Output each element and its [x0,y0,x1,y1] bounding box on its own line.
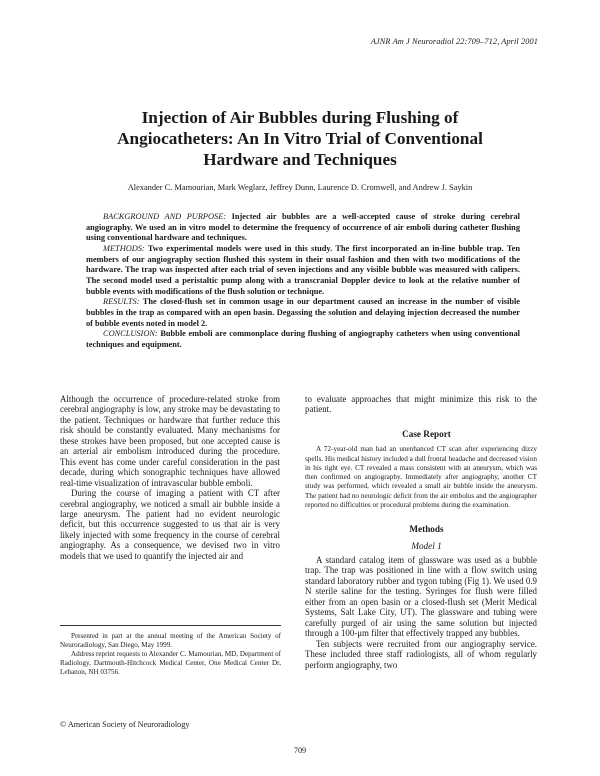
abstract-results-head: RESULTS: [103,297,140,307]
intro-paragraph-1: Although the occurrence of procedure-related stroke from cerebral angiography is low, any stroke may be devastating to the patient. Techniques or hardware that further reduce this risk should be constantly evaluated. Many mechanisms for these strokes have been proposed, but one accepted cause is an arterial air embolism introduced during the procedure. This event has come under careful consideration in the past decade, during which sonographic techniques have allowed real-time visualization of intravascular bubble emboli. [60,394,280,488]
footnotes [60,632,281,677]
model-1-heading: Model 1 [411,540,442,551]
page-number: 709 [293,746,307,755]
right-column [305,394,537,670]
abstract-conclusion-text: Bubble emboli are commonplace during flushing of angiography catheters when using conventional techniques and equipment. [86,329,520,349]
abstract-background-head: BACKGROUND AND PURPOSE: [103,212,227,221]
abstract-background [86,212,520,244]
case-report-paragraph: A 72-year-old man had an unenhanced CT scan after experiencing dizzy spells. His medical history included a dull frontal headache and decreased vision in his right eye. CT revealed a mass consistent with an aneurysm, which was then confirmed on angiography. Immediately after angiography, another CT study was performed, which revealed a small air bubble inside the aneurysm. The patient had no neurologic deficit from the air embolus and the angiographer reported no difficulties or procedural problems during the examination. [305,445,537,509]
abstract [86,212,520,351]
left-column [60,394,280,561]
abstract-results-text: The closed-flush set in common usage in our department caused an increase in the number of visible bubbles in the trap as compared with an open basin. Degassing the solution and delaying injection decreased the number of bubble events noted in model 2. [86,297,520,328]
case-report-body [305,445,537,510]
footnote-presented: Presented in part at the annual meeting of the American Society of Neuroradiology, San Diego, May 1999. [60,632,281,650]
footnote-reprint: Address reprint requests to Alexander C. Mamourian, MD, Department of Radiology, Dartmouth-Hitchcock Medical Center, One Medical Center Dr, Lebanon, NH 03756. [60,650,282,677]
author-list: Alexander C. Mamourian, Mark Weglarz, Jeffrey Dunn, Laurence D. Cromwell, and Andrew J. Saykin [127,183,473,192]
footnote-divider [60,625,281,626]
case-report-heading: Case Report [402,428,451,439]
copyright-notice: © American Society of Neuroradiology [60,720,190,729]
methods-heading: Methods [409,524,444,535]
article-title [60,107,540,170]
model-1-paragraph-2: Ten subjects were recruited from our angiography service. These included three staff radiologists, all of whom regularly perform angiography, two [305,638,537,670]
journal-reference: AJNR Am J Neuroradiol 22:709–712, April 2001 [370,37,538,46]
abstract-methods [86,244,520,297]
abstract-conclusion [86,329,520,350]
abstract-background-text: Injected air bubbles are a well-accepted cause of stroke during cerebral angiography. We used an in vitro model to determine the frequency of occurrence of air emboli during catheter flushing using conventional hardware and techniques. [86,212,520,243]
abstract-methods-head: METHODS: [103,243,145,253]
abstract-results [86,297,520,329]
title-line: Hardware and Techniques [203,150,397,169]
abstract-conclusion-head: CONCLUSION: [103,329,158,339]
model-1-paragraph-1: A standard catalog item of glassware was used as a bubble trap. The trap was positioned in line with a flow switch using standard laboratory rubber and tygon tubing (Fig 1). We used 0.9 N sterile saline for the testing. Syringes for flush were filled either from an open basin or a closed-flush set (Merit Medical Systems, Salt Lake City, UT). The glassware and tubing were carefully purged of air using the same solution but injected through a 100-μm filter that effectively trapped any bubbles. [305,555,537,639]
intro-paragraph-continued: to evaluate approaches that might minimize this risk to the patient. [305,394,537,415]
abstract-methods-text: Two experimental models were used in this study. The first incorporated an in-line bubble trap. Ten members of our angiography section flushed this system in their usual fashion and then with two modifications of the hardware. The trap was inspected after each trial of seven injections and any visible bubble was measured with calipers. The second model used a peristaltic pump along with a transcranial Doppler device to look at the relative number of bubble events with modifications of the flush solution or technique. [86,243,520,296]
title-line: Angiocatheters: An In Vitro Trial of Conventional [117,129,483,148]
title-line: Injection of Air Bubbles during Flushing of [141,108,459,127]
intro-paragraph-2: During the course of imaging a patient with CT after cerebral angiography, we noticed a small air bubble inside a large aneurysm. The patient had no evident neurologic deficit, but this occurrence suggested to us that air is very likely injected with some frequency in the course of cerebral angiography. As a consequence, we devised two in vitro models that we used to quantify the injected air and [60,488,280,561]
